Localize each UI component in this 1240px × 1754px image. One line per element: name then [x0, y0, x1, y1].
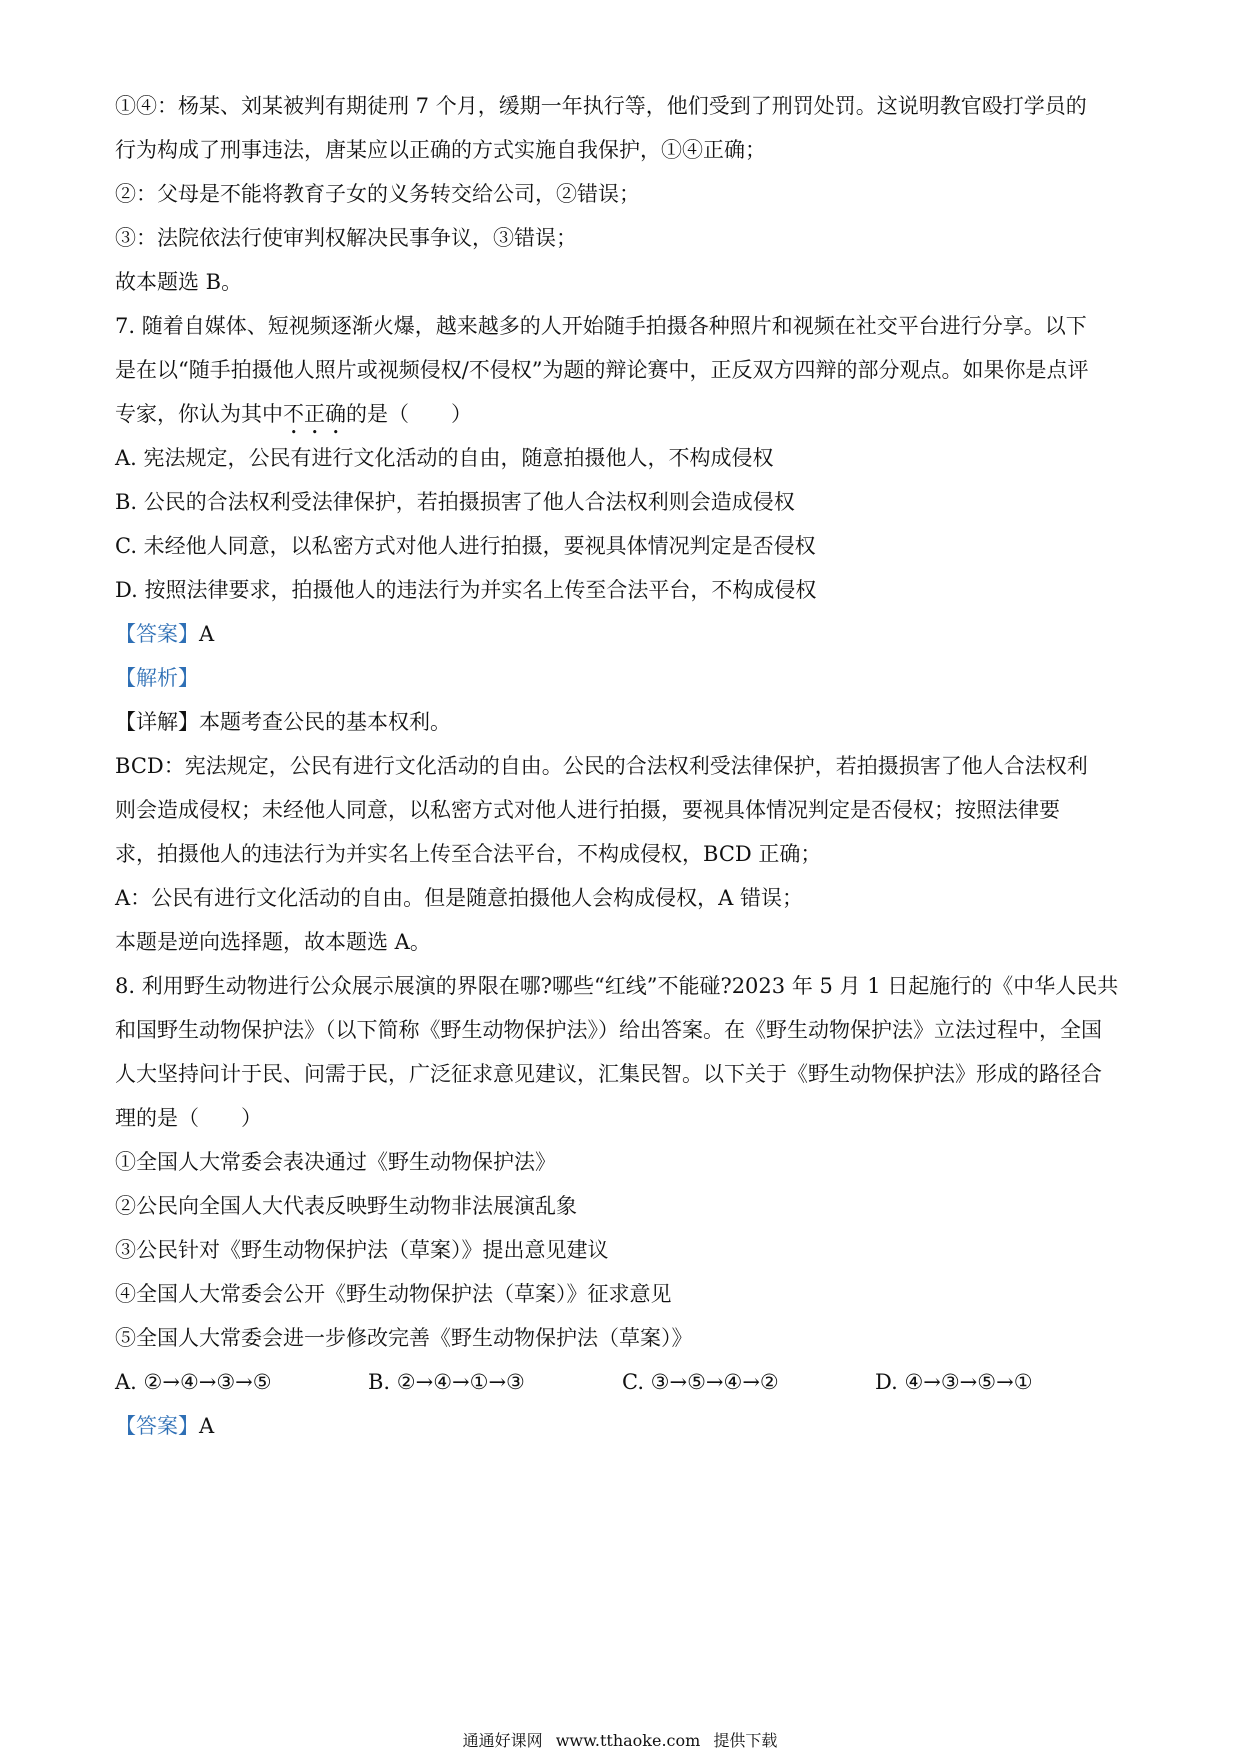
q7-stem-pre: 专家，你认为其中: [115, 402, 283, 426]
q8-stem-line-2: 和国野生动物保护法》（以下简称《野生动物保护法》）给出答案。在《野生动物保护法》立法过程中，全国: [115, 1018, 1102, 1042]
q8-item-2: ②公民向全国人大代表反映野生动物非法展演乱象: [115, 1194, 577, 1218]
q8-option-a: A. ②→④→③→⑤: [115, 1370, 272, 1394]
q8-answer-value: A: [199, 1414, 215, 1438]
q7-conclusion: 本题是逆向选择题，故本题选 A。: [115, 930, 431, 954]
q7-explanation-line-2: 则会造成侵权；未经他人同意，以私密方式对他人进行拍摄，要视具体情况判定是否侵权；按照法律要: [115, 798, 1060, 822]
prev-explanation-line-3: ②：父母是不能将教育子女的义务转交给公司，②错误；: [115, 182, 640, 206]
q8-option-d: D. ④→③→⑤→①: [875, 1370, 1033, 1394]
footer-site-url[interactable]: www.tthaoke.com: [555, 1731, 701, 1750]
q7-explanation-line-1: BCD：宪法规定，公民有进行文化活动的自由。公民的合法权利受法律保护，若拍摄损害了他人合法权利: [115, 754, 1088, 778]
q7-stem-post: 的是（ ）: [346, 402, 472, 426]
prev-explanation-line-1: ①④：杨某、刘某被判有期徒刑 7 个月，缓期一年执行等，他们受到了刑罚处罚。这说明教官殴打学员的: [115, 94, 1087, 118]
q7-explanation-line-4: A：公民有进行文化活动的自由。但是随意拍摄他人会构成侵权，A 错误；: [115, 886, 804, 910]
q8-answer-tag: 【答案】: [115, 1414, 199, 1438]
q7-detail: 【详解】本题考查公民的基本权利。: [115, 710, 451, 734]
q7-emphasis-not-correct: 不正确: [283, 402, 346, 426]
q7-option-a: A. 宪法规定，公民有进行文化活动的自由，随意拍摄他人，不构成侵权: [115, 446, 774, 470]
q7-option-d: D. 按照法律要求，拍摄他人的违法行为并实名上传至合法平台，不构成侵权: [115, 578, 817, 602]
q7-stem-line-3: [115, 400, 1135, 439]
page-footer: [0, 1730, 1240, 1752]
q8-stem-line-4: 理的是（ ）: [115, 1106, 262, 1130]
q7-stem-line-2: 是在以“随手拍摄他人照片或视频侵权/不侵权”为题的辩论赛中，正反双方四辩的部分观点。如果你是点评: [115, 358, 1089, 382]
q8-item-1: ①全国人大常委会表决通过《野生动物保护法》: [115, 1150, 556, 1174]
q8-option-c: C. ③→⑤→④→②: [622, 1370, 779, 1394]
prev-explanation-line-2: 行为构成了刑事违法，唐某应以正确的方式实施自我保护，①④正确；: [115, 138, 766, 162]
prev-conclusion: 故本题选 B。: [115, 270, 243, 294]
q7-explanation-line-3: 求，拍摄他人的违法行为并实名上传至合法平台，不构成侵权，BCD 正确；: [115, 842, 822, 866]
q8-item-5: ⑤全国人大常委会进一步修改完善《野生动物保护法（草案）》: [115, 1326, 693, 1350]
q7-option-c: C. 未经他人同意，以私密方式对他人进行拍摄，要视具体情况判定是否侵权: [115, 534, 816, 558]
q7-answer: [115, 620, 1135, 648]
q8-item-3: ③公民针对《野生动物保护法（草案）》提出意见建议: [115, 1238, 609, 1262]
q8-item-4: ④全国人大常委会公开《野生动物保护法（草案）》征求意见: [115, 1282, 672, 1306]
q8-stem-line-3: 人大坚持问计于民、问需于民，广泛征求意见建议，汇集民智。以下关于《野生动物保护法》形成的路径合: [115, 1062, 1102, 1086]
q8-answer: [115, 1412, 1135, 1440]
q7-option-b: B. 公民的合法权利受法律保护，若拍摄损害了他人合法权利则会造成侵权: [115, 490, 795, 514]
q7-answer-value: A: [199, 622, 215, 646]
q8-stem-line-1: 8. 利用野生动物进行公众展示展演的界限在哪?哪些“红线”不能碰?2023 年 5 月 1 日起施行的《中华人民共: [115, 974, 1119, 998]
prev-explanation-line-4: ③：法院依法行使审判权解决民事争议，③错误；: [115, 226, 577, 250]
q7-answer-tag: 【答案】: [115, 622, 199, 646]
footer-site-name: 通通好课网: [462, 1731, 543, 1750]
q7-stem-line-1: 7. 随着自媒体、短视频逐渐火爆，越来越多的人开始随手拍摄各种照片和视频在社交平台进行分享。以下: [115, 314, 1087, 338]
q8-option-b: B. ②→④→①→③: [368, 1370, 525, 1394]
q7-analysis-tag: 【解析】: [115, 666, 199, 690]
footer-provide-text: 提供下载: [713, 1731, 778, 1750]
